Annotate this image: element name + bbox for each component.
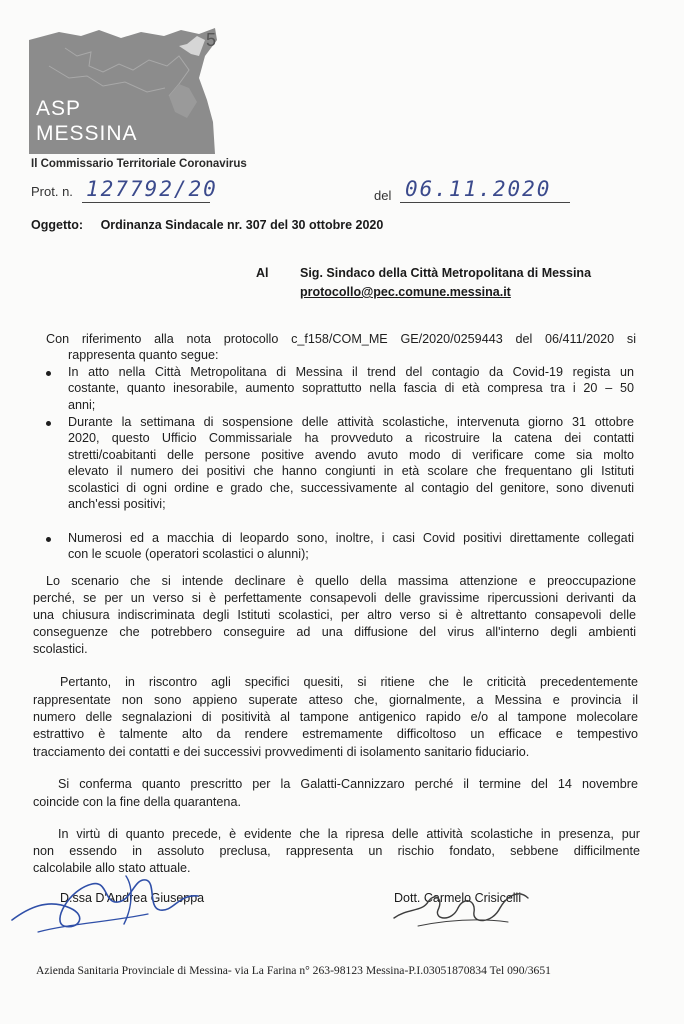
paragraph-1-line: scolastici. <box>33 642 88 656</box>
asp-messina-logo <box>29 26 219 154</box>
paragraph-2-line: rappresentate non sono appieno superate atteso che, giornalmente, a Messina e provincia il <box>33 693 638 707</box>
bullet-3-line: Numerosi ed a macchia di leopardo sono, inoltre, i casi Covid positivi direttamente collegati <box>68 531 634 545</box>
paragraph-1-line: una chiusura indiscriminata degli Istituti scolastici, per altro verso si è altrettanto consapevoli delle <box>33 608 636 622</box>
recipient-label: Al <box>256 266 269 280</box>
paragraph-3-line: Si conferma quanto prescritto per la Galatti-Cannizzaro perché il termine del 14 novembre <box>58 777 638 791</box>
paragraph-3-line: coincide con la fine della quarantena. <box>33 795 241 809</box>
subject-label: Oggetto: <box>31 218 84 232</box>
bullet-icon <box>46 371 51 376</box>
paragraph-1-line: perché, se per un verso si è perfettamente consapevoli delle gravissime ripercussioni derivanti da <box>33 591 636 605</box>
paragraph-4-line: calcolabile allo stato attuale. <box>33 861 191 875</box>
document-date: 06.11.2020 <box>405 177 552 201</box>
protocol-number: 127792/20 <box>86 177 218 201</box>
bullet-2-line: 2020, questo Ufficio Commissariale ha provveduto a ricostruire la catena dei contatti <box>68 431 634 445</box>
intro-line: Con riferimento alla nota protocollo c_f158/COM_ME GE/2020/0259443 del 06/411/2020 si <box>46 332 636 346</box>
bullet-1-line: anni; <box>68 398 96 412</box>
paragraph-2-line: Pertanto, in riscontro agli specifici quesiti, si ritiene che le criticità precedentemente <box>60 675 638 689</box>
paragraph-1-line: Lo scenario che si intende declinare è quello della massima attenzione e preoccupazione <box>46 574 636 588</box>
subject-text: Ordinanza Sindacale nr. 307 del 30 ottobre 2020 <box>100 218 384 232</box>
logo-line-asp: ASP <box>36 97 82 120</box>
logo-line-messina: MESSINA <box>36 122 138 145</box>
paragraph-1-line: conseguenze che potrebbero conseguire ad una diffusione del virus all'interno degli ambienti <box>33 625 636 639</box>
bullet-icon <box>46 421 51 426</box>
bullet-icon <box>46 537 51 542</box>
bullet-1-line: costante, quanto inesorabile, aumento soprattutto nella fascia di età compresa tra i 20 – 50 <box>68 381 634 395</box>
district-number: 5 <box>205 30 216 50</box>
signatory-left-name: D.ssa D'Andrea Giuseppa <box>60 891 205 905</box>
footer-address: Azienda Sanitaria Provinciale di Messina- via La Farina n° 263-98123 Messina-P.I.03051870834 Tel 090/3651 <box>36 964 551 977</box>
paragraph-4-line: non essendo in assoluto preclusa, rappresenta un rischio fondato, sebbene difficilmente <box>33 844 640 858</box>
bullet-2-line: elevato il numero dei positivi che hanno congiunti in età scolare che frequentano gli Istituti <box>68 464 634 478</box>
signature-right <box>388 878 558 938</box>
subject-line <box>31 218 383 232</box>
paragraph-2-line: tracciamento dei contatti e dei successivi provvedimenti di isolamento sanitario fiduciario. <box>33 745 530 759</box>
paragraph-2-line: numero delle segnalazioni di positività al tampone antigenico rapido e/o al tampone molecolare <box>33 710 638 724</box>
bullet-2-line: stretti/coabitanti delle persone positive avendo avuto modo di verificare come sia molto <box>68 448 634 462</box>
paragraph-4-line: In virtù di quanto precede, è evidente che la ripresa delle attività scolastiche in presenza, pur <box>58 827 640 841</box>
signature-left <box>8 868 208 938</box>
bullet-2-line: scolastici di ogni ordine e grado che, successivamente al contagio del genitore, sono divenuti <box>68 481 634 495</box>
bullet-3-line: con le scuole (operatori scolastici o alunni); <box>68 547 309 561</box>
bullet-2-line: anch'essi positivi; <box>68 497 166 511</box>
protocol-label: Prot. n. <box>31 184 73 199</box>
protocol-underline <box>82 202 210 203</box>
signatory-right-name: Dott. Carmelo Crisicelli <box>394 891 522 905</box>
recipient-email[interactable]: protocollo@pec.comune.messina.it <box>300 285 511 299</box>
date-underline <box>400 202 570 203</box>
intro-line: rappresenta quanto segue: <box>68 348 219 362</box>
bullet-1-line: In atto nella Città Metropolitana di Messina il trend del contagio da Covid-19 regista un <box>68 365 634 379</box>
bullet-2-line: Durante la settimana di sospensione delle attività scolastiche, intervenuta giorno 31 ottobre <box>68 415 634 429</box>
recipient-name: Sig. Sindaco della Città Metropolitana di Messina <box>300 266 592 280</box>
issuer-title: Il Commissario Territoriale Coronavirus <box>31 158 247 170</box>
date-label: del <box>374 188 392 203</box>
paragraph-2-line: estrattivo è talmente alto da rendere estremamente difficoltoso un efficace e tempestivo <box>33 727 638 741</box>
